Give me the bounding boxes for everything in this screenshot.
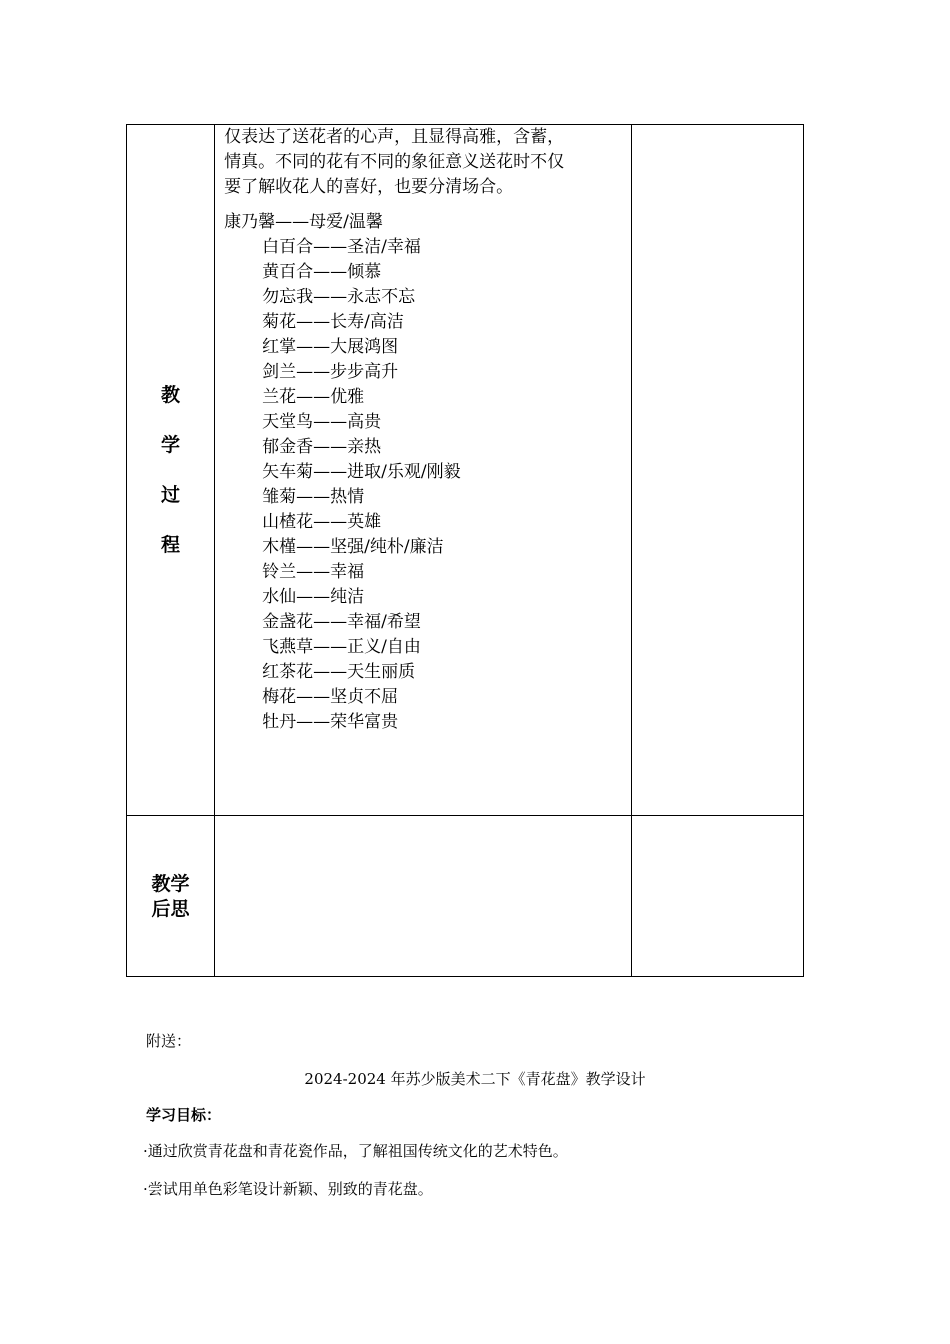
flower-item: 白百合——圣洁/幸福 bbox=[262, 237, 421, 257]
process-label-char: 过 bbox=[161, 484, 181, 506]
document-title: 2024-2024 年苏少版美术二下《青花盘》教学设计 bbox=[304, 1070, 646, 1088]
flower-item: 红茶花——天生丽质 bbox=[262, 662, 416, 682]
flower-item: 飞燕草——正义/自由 bbox=[262, 637, 421, 657]
reflection-label-line: 教学 bbox=[151, 873, 190, 895]
process-label-char: 教 bbox=[161, 384, 181, 406]
flower-item: 雏菊——热情 bbox=[262, 487, 365, 507]
flower-item: 红掌——大展鸿图 bbox=[262, 337, 399, 357]
learning-goals-heading: 学习目标： bbox=[146, 1106, 222, 1124]
intro-line: 情真。不同的花有不同的象征意义送花时不仅 bbox=[224, 152, 565, 172]
process-label-char: 学 bbox=[161, 434, 181, 456]
flower-item: 水仙——纯洁 bbox=[262, 587, 365, 607]
reflection-label-line: 后思 bbox=[151, 898, 190, 920]
flower-meaning-list bbox=[224, 210, 631, 735]
teaching-reflection-content bbox=[215, 816, 632, 977]
teaching-process-notes bbox=[631, 125, 803, 816]
flower-item: 木槿——坚强/纯朴/廉洁 bbox=[262, 537, 444, 557]
flower-item: 天堂鸟——高贵 bbox=[262, 412, 382, 432]
intro-line: 仅表达了送花者的心声，且显得高雅，含蓄， bbox=[224, 127, 565, 147]
process-label-char: 程 bbox=[161, 534, 181, 556]
flower-item: 黄百合——倾慕 bbox=[262, 262, 382, 282]
flower-item: 勿忘我——永志不忘 bbox=[262, 287, 416, 307]
intro-paragraph bbox=[224, 125, 631, 200]
flower-item: 梅花——坚贞不屈 bbox=[262, 687, 399, 707]
teaching-reflection-label bbox=[127, 816, 215, 977]
appendix-label: 附送： bbox=[146, 1032, 192, 1050]
intro-line: 要了解收花人的喜好，也要分清场合。 bbox=[224, 177, 514, 197]
flower-item: 铃兰——幸福 bbox=[262, 562, 365, 582]
flower-item: 兰花——优雅 bbox=[262, 387, 365, 407]
lesson-plan-table bbox=[126, 124, 804, 977]
teaching-process-content bbox=[215, 125, 632, 816]
learning-goal-item: ·通过欣赏青花盘和青花瓷作品，了解祖国传统文化的艺术特色。 bbox=[143, 1142, 568, 1160]
flower-item: 矢车菊——进取/乐观/刚毅 bbox=[262, 462, 461, 482]
flower-item: 山楂花——英雄 bbox=[262, 512, 382, 532]
teaching-reflection-row bbox=[127, 816, 804, 977]
teaching-process-label bbox=[127, 125, 215, 816]
teaching-reflection-notes bbox=[631, 816, 803, 977]
flower-item: 康乃馨——母爱/温馨 bbox=[224, 212, 383, 232]
flower-item: 剑兰——步步高升 bbox=[262, 362, 399, 382]
teaching-process-row bbox=[127, 125, 804, 816]
flower-item: 金盏花——幸福/希望 bbox=[262, 612, 421, 632]
learning-goal-item: ·尝试用单色彩笔设计新颖、别致的青花盘。 bbox=[143, 1180, 433, 1198]
flower-item: 郁金香——亲热 bbox=[262, 437, 382, 457]
flower-item: 菊花——长寿/高洁 bbox=[262, 312, 404, 332]
flower-item: 牡丹——荣华富贵 bbox=[262, 712, 399, 732]
